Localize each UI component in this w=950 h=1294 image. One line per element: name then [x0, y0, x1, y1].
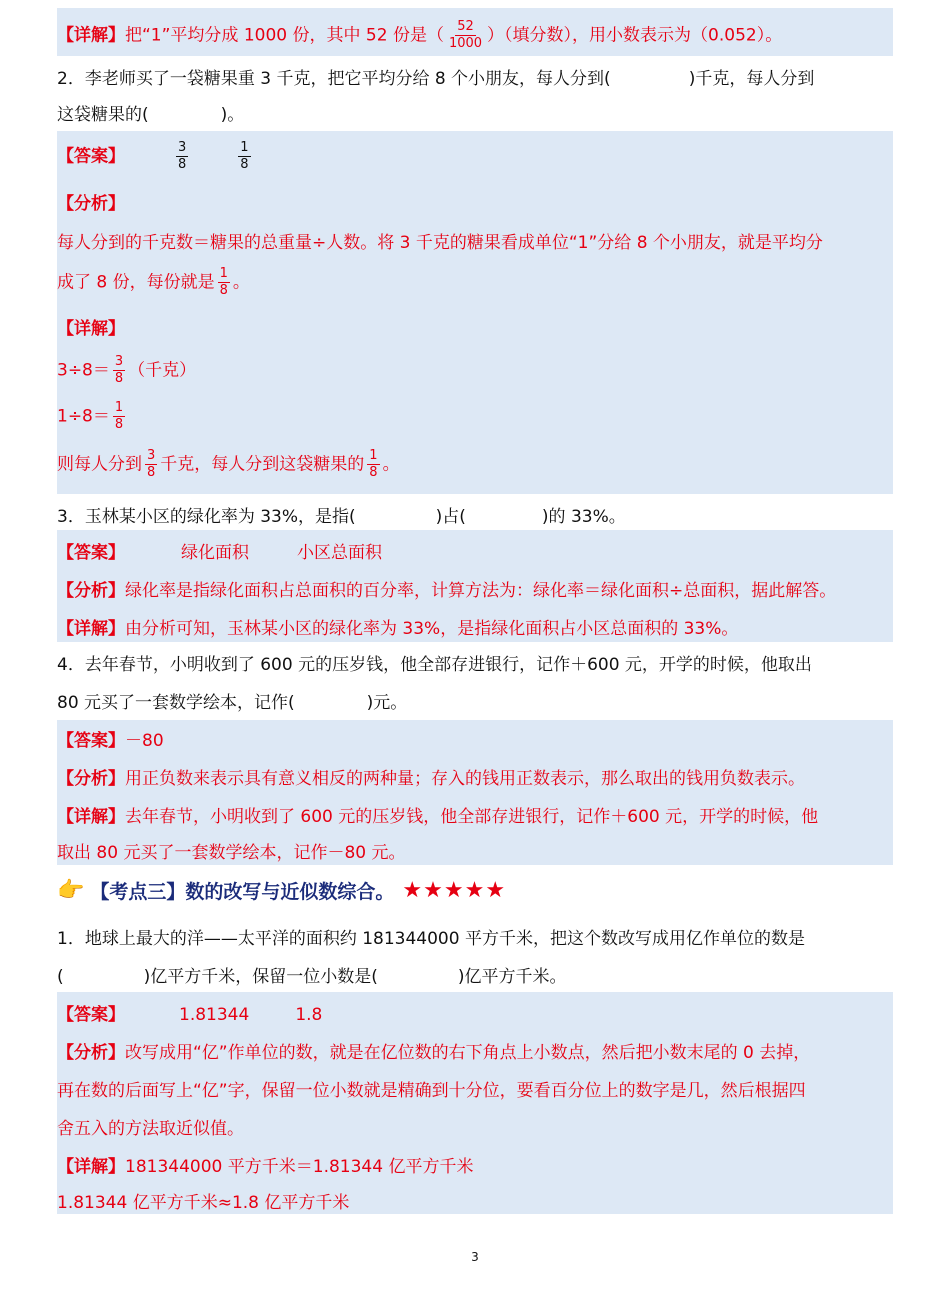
fraction: $\frac{1}{8}$ — [219, 266, 228, 298]
q3-analysis: 【分析】绿化率是指绿化面积占总面积的百分率，计算方法为：绿化率＝绿化面积÷总面积，据此解答。 — [57, 581, 837, 601]
fraction: $\frac{3}{8}$ — [178, 140, 187, 172]
q5-analysis-line1: 【分析】改写成用“亿”作单位的数，就是在亿位数的右下角点上小数点，然后把小数末尾的 0 去掉， — [57, 1043, 811, 1063]
fraction: $\frac{1}{8}$ — [369, 448, 378, 480]
fraction: $\frac{1}{8}$ — [114, 400, 124, 432]
top-detail-text-post: ）（填分数），用小数表示为（0.052）。 — [487, 25, 783, 46]
top-detail-line — [57, 20, 782, 51]
section-heading — [57, 874, 506, 906]
q5-solution-band — [57, 992, 893, 1214]
q2-detail-line3: 则每人分到 $\frac{3}{8}$ 千克，每人分到这袋糖果的 $\frac{1}{8}$ 。 — [57, 448, 400, 480]
fraction: $\frac{1}{8}$ — [240, 140, 249, 172]
q2-analysis-line2: 成了 8 份，每份就是 $\frac{1}{8}$ 。 — [57, 266, 250, 298]
q5-detail-line2: 1.81344 亿平方千米≈1.8 亿平方千米 — [57, 1193, 350, 1213]
q4-analysis: 【分析】用正负数来表示具有意义相反的两种量；存入的钱用正数表示，那么取出的钱用负数表示。 — [57, 769, 805, 789]
section-title: 【考点三】数的改写与近似数综合。 — [90, 880, 395, 903]
q4-detail-line2: 取出 80 元买了一套数学绘本，记作－80 元。 — [57, 843, 406, 863]
q2-analysis-line1: 每人分到的千克数＝糖果的总重量÷人数。将 3 千克的糖果看成单位“1”分给 8 个小朋友，就是平均分 — [57, 233, 823, 253]
q5-detail-line1: 【详解】181344000 平方千米＝1.81344 亿平方千米 — [57, 1157, 474, 1177]
q5-question: 1．地球上最大的洋——太平洋的面积约 181344000 平方千米，把这个数改写成用亿作单位的数是 ( )亿平方千米，保留一位小数是( )亿平方千米。 — [57, 916, 893, 990]
q3-answer: 【答案】 绿化面积 小区总面积 — [57, 543, 382, 563]
q2-detail-line1: 3÷8＝ $\frac{3}{8}$ （千克） — [57, 354, 197, 386]
top-detail-band — [57, 8, 893, 56]
page-number: 3 — [471, 1250, 479, 1264]
fraction: $\frac{52}{1000}$ — [448, 19, 483, 51]
q3-solution-band — [57, 530, 893, 642]
q3-detail: 【详解】由分析可知，玉林某小区的绿化率为 33%，是指绿化面积占小区总面积的 33%。 — [57, 619, 739, 639]
q2-detail-line2: 1÷8＝ $\frac{1}{8}$ — [57, 400, 124, 432]
detail-label: 【详解】 — [57, 319, 125, 339]
q5-answer: 【答案】 1.81344 1.8 — [57, 1005, 323, 1025]
fraction: $\frac{3}{8}$ — [147, 448, 156, 480]
q2-question-line1: 2．李老师买了一袋糖果重 3 千克，把它平均分给 8 个小朋友，每人分到( — [57, 69, 611, 89]
q4-solution-band — [57, 720, 893, 865]
q2-question-line2-end: )。 — [220, 105, 245, 125]
q4-question: 4．去年春节，小明收到了 600 元的压岁钱，他全部存进银行，记作＋600 元，开学的时候，他取出 80 元买了一套数学绘本，记作( )元。 — [57, 644, 893, 718]
q5-analysis-line2: 再在数的后面写上“亿”字，保留一位小数就是精确到十分位，要看百分位上的数字是几，然后根据四 — [57, 1081, 806, 1101]
q3-question: 3．玉林某小区的绿化率为 33%，是指( )占( )的 33%。 — [57, 507, 626, 527]
q5-analysis-line3: 舍五入的方法取近似值。 — [57, 1119, 244, 1139]
top-detail-text-pre: 把“1”平均分成 1000 份，其中 52 份是（ — [125, 25, 444, 46]
q4-detail-line1: 【详解】去年春节，小明收到了 600 元的压岁钱，他全部存进银行，记作＋600 元，开学的时候，他 — [57, 807, 819, 827]
q4-question-line1: 4．去年春节，小明收到了 600 元的压岁钱，他全部存进银行，记作＋600 元，开学的时候，他取出 — [57, 655, 812, 675]
q2-solution-band — [57, 131, 893, 494]
q2-question — [57, 60, 893, 130]
q5-question-line1: 1．地球上最大的洋——太平洋的面积约 181344000 平方千米，把这个数改写成用亿作单位的数是 — [57, 929, 805, 949]
q4-answer: 【答案】－80 — [57, 731, 164, 751]
q2-question-line1-end: )千克，每人分到 — [688, 69, 815, 89]
pointing-hand-icon: 👉 — [57, 877, 85, 903]
fraction: $\frac{3}{8}$ — [114, 354, 124, 386]
answer-label: 【答案】 — [57, 146, 125, 167]
analysis-label: 【分析】 — [57, 194, 125, 214]
q2-answer — [57, 141, 254, 172]
detail-label: 【详解】 — [57, 25, 125, 46]
difficulty-stars-icon: ★★★★★ — [402, 877, 507, 903]
q2-question-line2: 这袋糖果的( — [57, 105, 149, 125]
